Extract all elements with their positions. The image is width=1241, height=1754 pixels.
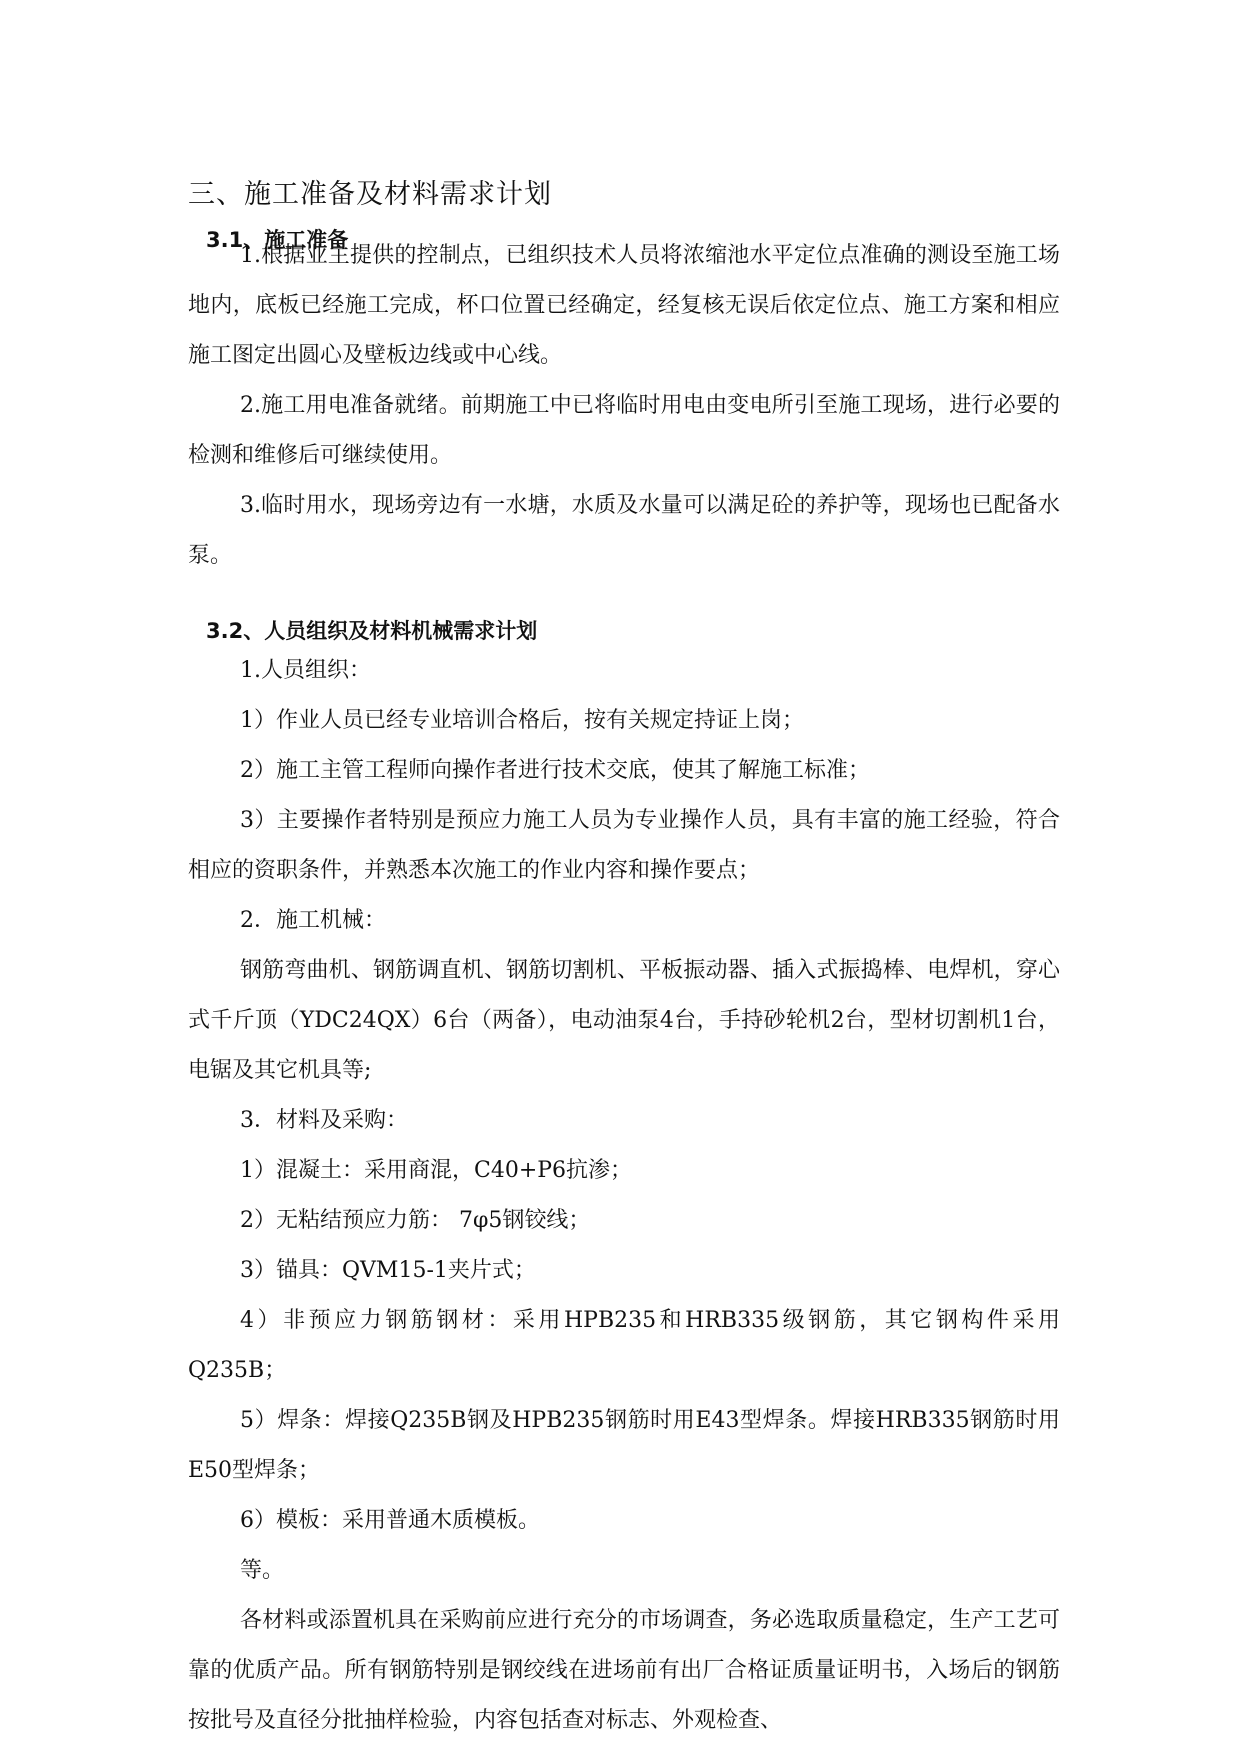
section-3-1-body bbox=[188, 231, 1060, 581]
list-item: 2．施工机械： bbox=[240, 908, 386, 933]
list-item: 1）混凝土：采用商混，C40+P6抗渗； bbox=[240, 1158, 633, 1183]
list-item: 4）非预应力钢筋钢材：采用HPB235和HRB335级钢筋，其它钢构件采用Q235B； bbox=[188, 1308, 1060, 1383]
list-item: 1.人员组织： bbox=[240, 658, 371, 683]
list-item: 2）施工主管工程师向操作者进行技术交底，使其了解施工标准； bbox=[240, 758, 870, 783]
list-item: 等。 bbox=[240, 1558, 285, 1583]
list-item: 钢筋弯曲机、钢筋调直机、钢筋切割机、平板振动器、插入式振捣棒、电焊机，穿心式千斤顶（YDC24QX）6台（两备），电动油泵4台，手持砂轮机2台，型材切割机1台，电锯及其它机具等; bbox=[188, 958, 1060, 1083]
list-item: 2）无粘结预应力筋： 7φ5钢铰线； bbox=[240, 1208, 591, 1233]
list-item: 5）焊条：焊接Q235B钢及HPB235钢筋时用E43型焊条。焊接HRB335钢筋时用E50型焊条； bbox=[188, 1408, 1060, 1483]
list-item: 3．材料及采购： bbox=[240, 1108, 408, 1133]
section-title-3-2: 3.2、人员组织及材料机械需求计划 bbox=[206, 619, 538, 643]
chapter-heading: 三、施工准备及材料需求计划 bbox=[188, 179, 552, 210]
paragraph-power-supply: 2.施工用电准备就绪。前期施工中已将临时用电由变电所引至施工现场，进行必要的检测和维修后可继续使用。 bbox=[188, 393, 1060, 468]
paragraph-procurement: 各材料或添置机具在采购前应进行充分的市场调查，务必选取质量稳定，生产工艺可靠的优质产品。所有钢筋特别是钢绞线在进场前有出厂合格证质量证明书，入场后的钢筋按批号及直径分批抽样检验，内容包括查对标志、外观检查、 bbox=[188, 1608, 1060, 1733]
list-item: 3）锚具：QVM15-1夹片式； bbox=[240, 1258, 536, 1283]
list-item: 1）作业人员已经专业培训合格后，按有关规定持证上岗； bbox=[240, 708, 804, 733]
paragraph-control-points: 1.根据业主提供的控制点，已组织技术人员将浓缩池水平定位点准确的测设至施工场地内，底板已经施工完成，杯口位置已经确定，经复核无误后依定位点、施工方案和相应施工图定出圆心及壁板边线或中心线。 bbox=[188, 243, 1060, 368]
list-item: 3）主要操作者特别是预应力施工人员为专业操作人员，具有丰富的施工经验，符合相应的资职条件，并熟悉本次施工的作业内容和操作要点； bbox=[188, 808, 1060, 883]
list-item: 6）模板：采用普通木质模板。 bbox=[240, 1508, 540, 1533]
section-title-3-1: 3.1、施工准备 bbox=[206, 228, 349, 252]
paragraph-water-supply: 3.临时用水，现场旁边有一水塘，水质及水量可以满足砼的养护等，现场也已配备水泵。 bbox=[188, 493, 1060, 568]
section-3-2-body bbox=[188, 646, 1060, 1746]
